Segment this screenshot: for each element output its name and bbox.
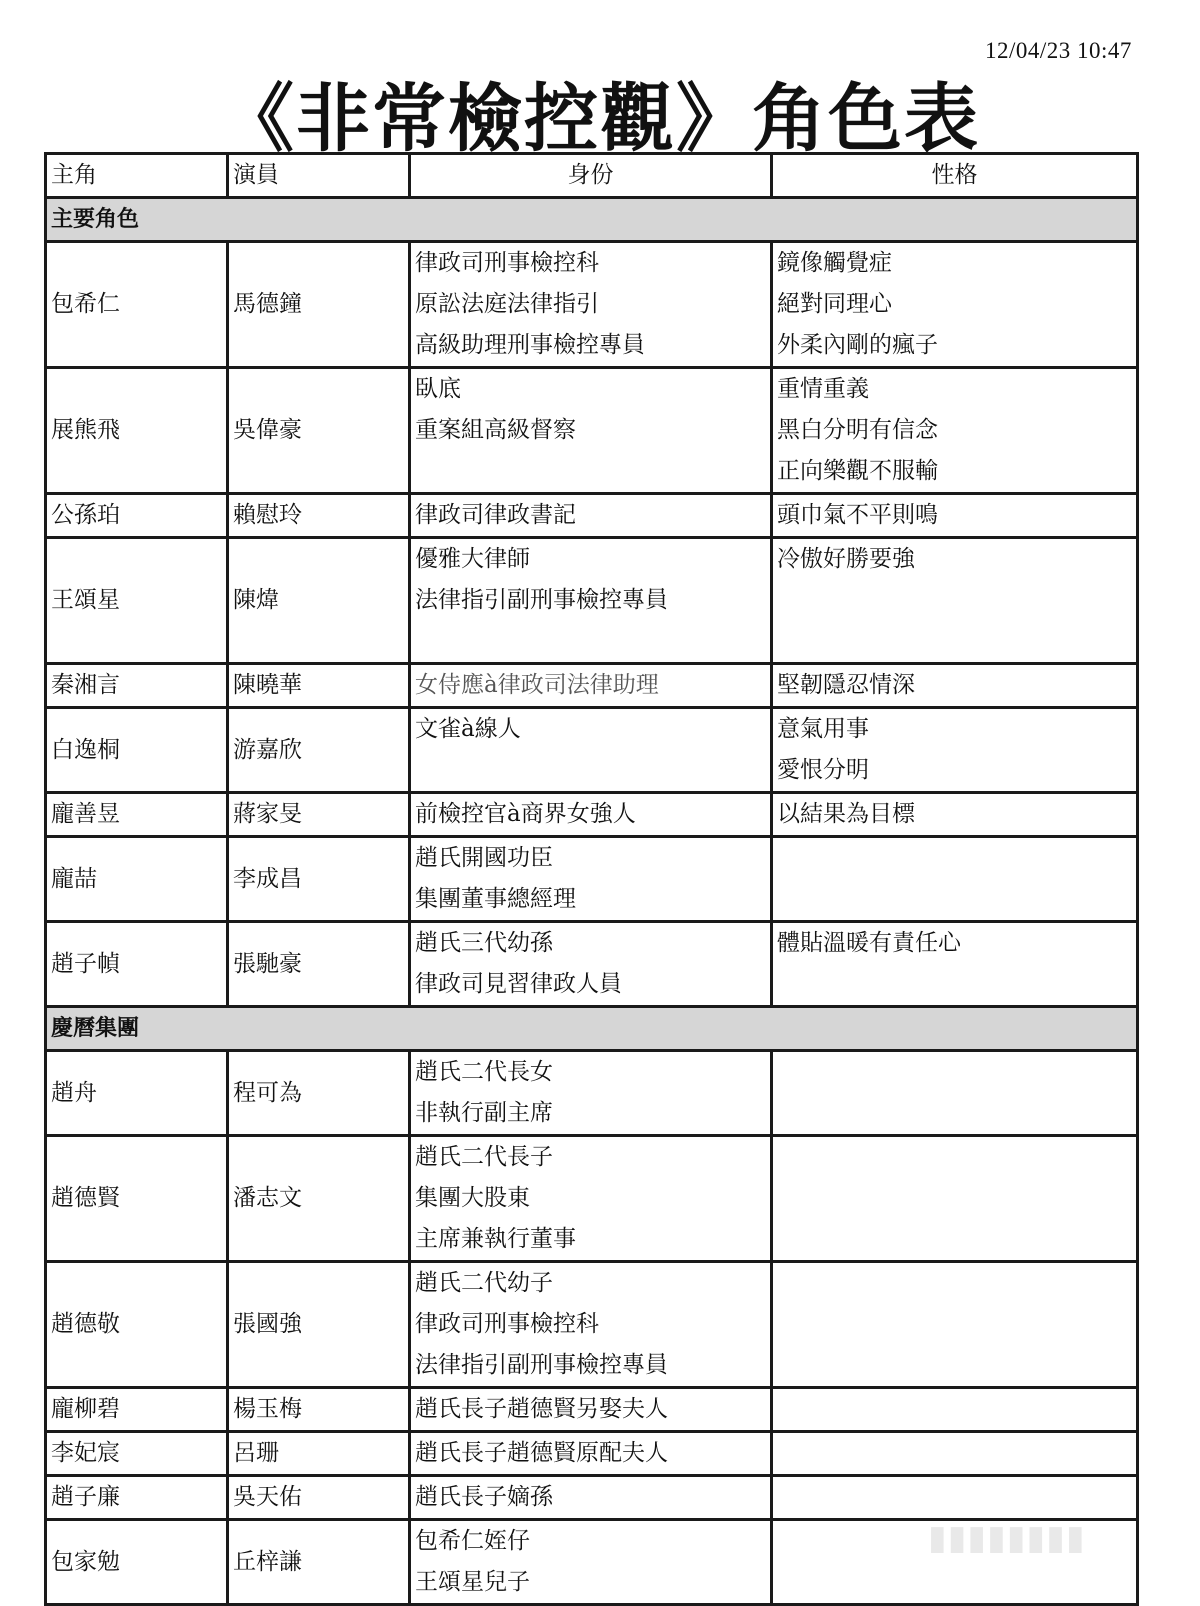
identity-cell (410, 793, 772, 837)
personality-line: 絕對同理心 (777, 291, 892, 317)
personality-line: 外柔內剛的瘋子 (777, 332, 938, 358)
actor-cell: 賴慰玲 (228, 494, 410, 538)
watermark: ▮▮▮▮▮▮▮▮ (928, 1518, 1086, 1558)
personality-line: 冷傲好勝要強 (777, 546, 915, 572)
role-cell: 龐善昱 (46, 793, 228, 837)
actor-cell: 陳煒 (228, 538, 410, 664)
identity-line: 王頌星兒子 (415, 1569, 530, 1595)
personality-line: 愛恨分明 (777, 757, 869, 783)
actor-cell: 丘梓謙 (228, 1520, 410, 1605)
identity-cell (410, 922, 772, 1007)
identity-line: 法律指引副刑事檢控專員 (415, 1352, 668, 1378)
personality-cell (772, 368, 1138, 494)
personality-cell (772, 793, 1138, 837)
table-row (46, 1388, 1138, 1432)
identity-cell (410, 837, 772, 922)
identity-line: 趙氏三代幼孫 (415, 930, 553, 956)
personality-cell (772, 708, 1138, 793)
identity-line: 重案組高級督察 (415, 417, 576, 443)
column-header-identity: 身份 (410, 154, 772, 198)
role-cell: 展熊飛 (46, 368, 228, 494)
identity-line: 文雀à線人 (415, 716, 521, 742)
personality-cell (772, 1051, 1138, 1136)
table-row (46, 1262, 1138, 1388)
identity-cell (410, 1520, 772, 1605)
role-cell: 包希仁 (46, 242, 228, 368)
section-row (46, 1007, 1138, 1051)
identity-line: 律政司見習律政人員 (415, 971, 622, 997)
personality-cell (772, 1432, 1138, 1476)
personality-line: 意氣用事 (777, 716, 869, 742)
table-row (46, 793, 1138, 837)
cast-table-body (46, 154, 1138, 1605)
identity-cell (410, 1051, 772, 1136)
identity-line: 趙氏二代長子 (415, 1144, 553, 1170)
table-row (46, 494, 1138, 538)
identity-line: 臥底 (415, 376, 461, 402)
actor-cell: 吳天佑 (228, 1476, 410, 1520)
column-header-role: 主角 (46, 154, 228, 198)
actor-cell: 李成昌 (228, 837, 410, 922)
table-row (46, 837, 1138, 922)
identity-line: 趙氏長子趙德賢原配夫人 (415, 1440, 668, 1466)
identity-cell (410, 664, 772, 708)
identity-line: 趙氏長子趙德賢另娶夫人 (415, 1396, 668, 1422)
personality-cell (772, 1262, 1138, 1388)
table-row (46, 922, 1138, 1007)
personality-cell (772, 837, 1138, 922)
identity-line: 趙氏長子嫡孫 (415, 1484, 553, 1510)
table-row (46, 538, 1138, 664)
personality-cell (772, 1136, 1138, 1262)
personality-line: 鏡像觸覺症 (777, 250, 892, 276)
identity-cell (410, 1262, 772, 1388)
personality-cell (772, 1388, 1138, 1432)
personality-line: 堅韌隱忍情深 (777, 672, 915, 698)
personality-cell (772, 538, 1138, 664)
identity-cell (410, 368, 772, 494)
role-cell: 趙德賢 (46, 1136, 228, 1262)
table-row (46, 1136, 1138, 1262)
actor-cell: 張馳豪 (228, 922, 410, 1007)
role-cell: 包家勉 (46, 1520, 228, 1605)
actor-cell: 馬德鐘 (228, 242, 410, 368)
timestamp: 12/04/23 10:47 (985, 38, 1132, 63)
page-title: 《非常檢控觀》角色表 (220, 76, 980, 162)
personality-cell (772, 494, 1138, 538)
personality-cell (772, 664, 1138, 708)
personality-line: 體貼溫暖有責任心 (777, 930, 961, 956)
identity-cell (410, 242, 772, 368)
identity-line: 主席兼執行董事 (415, 1226, 576, 1252)
section-title: 主要角色 (46, 198, 1138, 242)
role-cell: 白逸桐 (46, 708, 228, 793)
table-row (46, 708, 1138, 793)
identity-line: 前檢控官à商界女強人 (415, 801, 636, 827)
identity-line: 集團董事總經理 (415, 886, 576, 912)
actor-cell: 陳曉華 (228, 664, 410, 708)
identity-line: 律政司律政書記 (415, 502, 576, 528)
identity-cell (410, 1136, 772, 1262)
actor-cell: 吳偉豪 (228, 368, 410, 494)
table-row (46, 242, 1138, 368)
role-cell: 龐柳碧 (46, 1388, 228, 1432)
actor-cell: 張國強 (228, 1262, 410, 1388)
personality-cell (772, 242, 1138, 368)
identity-line: 高級助理刑事檢控專員 (415, 332, 645, 358)
identity-line: 包希仁姪仔 (415, 1528, 530, 1554)
identity-cell (410, 708, 772, 793)
table-row (46, 664, 1138, 708)
table-row (46, 1432, 1138, 1476)
role-cell: 李妃宸 (46, 1432, 228, 1476)
actor-cell: 程可為 (228, 1051, 410, 1136)
column-header-personality: 性格 (772, 154, 1138, 198)
actor-cell: 潘志文 (228, 1136, 410, 1262)
personality-cell (772, 1476, 1138, 1520)
identity-line: 女侍應à律政司法律助理 (415, 672, 659, 698)
table-header-row (46, 154, 1138, 198)
identity-line: 趙氏二代幼子 (415, 1270, 553, 1296)
personality-line: 重情重義 (777, 376, 869, 402)
role-cell: 龐喆 (46, 837, 228, 922)
personality-cell (772, 922, 1138, 1007)
cast-table (44, 152, 1139, 1606)
identity-line: 法律指引副刑事檢控專員 (415, 587, 668, 613)
identity-cell (410, 494, 772, 538)
identity-cell (410, 1476, 772, 1520)
role-cell: 公孫珀 (46, 494, 228, 538)
section-row (46, 198, 1138, 242)
role-cell: 趙德敬 (46, 1262, 228, 1388)
identity-line: 原訟法庭法律指引 (415, 291, 599, 317)
identity-cell (410, 538, 772, 664)
identity-line: 非執行副主席 (415, 1100, 553, 1126)
identity-line: 趙氏開國功臣 (415, 845, 553, 871)
role-cell: 趙舟 (46, 1051, 228, 1136)
actor-cell: 蔣家旻 (228, 793, 410, 837)
actor-cell: 楊玉梅 (228, 1388, 410, 1432)
identity-line: 律政司刑事檢控科 (415, 250, 599, 276)
table-row (46, 1476, 1138, 1520)
actor-cell: 呂珊 (228, 1432, 410, 1476)
role-cell: 秦湘言 (46, 664, 228, 708)
role-cell: 趙子幀 (46, 922, 228, 1007)
column-header-actor: 演員 (228, 154, 410, 198)
role-cell: 王頌星 (46, 538, 228, 664)
identity-line: 律政司刑事檢控科 (415, 1311, 599, 1337)
role-cell: 趙子廉 (46, 1476, 228, 1520)
personality-line: 以結果為目標 (777, 801, 915, 827)
table-row (46, 1051, 1138, 1136)
identity-line: 趙氏二代長女 (415, 1059, 553, 1085)
identity-line: 集團大股東 (415, 1185, 530, 1211)
personality-line: 正向樂觀不服輸 (777, 458, 938, 484)
personality-line: 頭巾氣不平則鳴 (777, 502, 938, 528)
actor-cell: 游嘉欣 (228, 708, 410, 793)
identity-cell (410, 1432, 772, 1476)
personality-line: 黑白分明有信念 (777, 417, 938, 443)
table-row (46, 368, 1138, 494)
identity-line: 優雅大律師 (415, 546, 530, 572)
section-title: 慶曆集團 (46, 1007, 1138, 1051)
identity-cell (410, 1388, 772, 1432)
